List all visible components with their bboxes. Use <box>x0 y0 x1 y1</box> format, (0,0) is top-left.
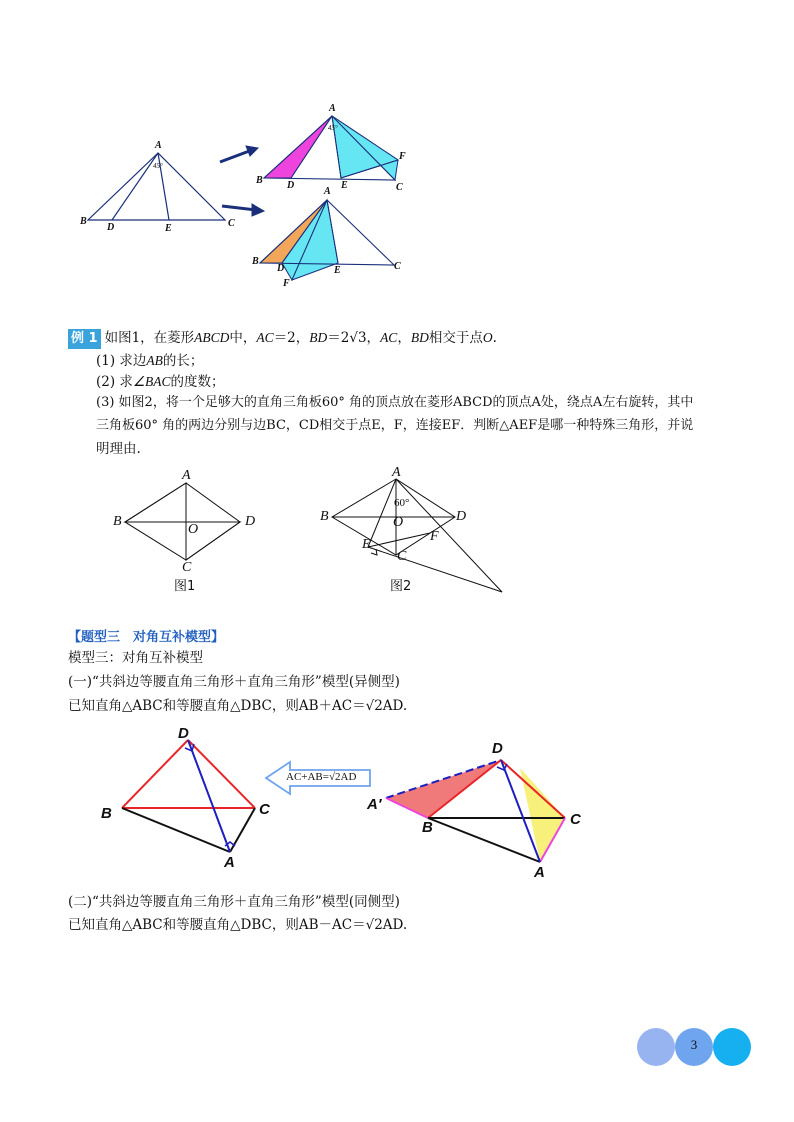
top-figure <box>70 100 430 300</box>
right-angle-mark <box>371 549 377 555</box>
arrow-up-head <box>246 146 258 156</box>
upper-label-B: B <box>256 175 263 186</box>
fig1-label-A: A <box>182 468 191 483</box>
intro-var-BD2: BD <box>410 330 429 345</box>
upper-AD <box>291 116 332 178</box>
upper-label-A: A <box>329 103 336 114</box>
part2-text: 已知直角△ABC和等腰直角△DBC，则AB－AC＝√2AD. <box>68 917 408 933</box>
intro-text-7: . <box>492 330 497 346</box>
lower-label-E: E <box>334 265 341 276</box>
page-number: 3 <box>690 1037 698 1052</box>
segment-AE <box>368 479 396 547</box>
right-label-A-prime: A′ <box>367 796 382 813</box>
right-label-C: C <box>570 811 581 828</box>
model-svg <box>90 722 600 892</box>
lower-label-B: B <box>252 256 259 267</box>
caption-fig1: 图1 <box>174 579 196 594</box>
arrow-down-head <box>252 204 264 216</box>
upper-label-angle: 45° <box>328 124 338 132</box>
intro-text-1: 如图1，在菱形 <box>104 330 195 346</box>
fig2-label-D: D <box>456 509 467 524</box>
left-model-figure <box>122 740 255 852</box>
fig2-angle-label: 60° <box>394 497 410 509</box>
question-3-line2: 三角板60° 角的两边分别与边BC，CD相交于点E，F，连接EF．判断△AEF是哪一种特殊三角形，并说 <box>96 418 694 433</box>
fig2-label-F: F <box>430 529 439 544</box>
top-figure-svg <box>70 100 430 300</box>
upper-label-C: C <box>396 182 403 193</box>
question-3-line3: 明理由. <box>96 441 141 457</box>
left-BD <box>122 740 188 808</box>
question-3-line1: (3) 如图2，将一个足够大的直角三角板60° 角的顶点放在菱形ABCD的顶点A处，绕点A左右旋转，其中 <box>96 395 694 410</box>
left-DA <box>188 740 230 852</box>
right-label-D: D <box>492 740 503 757</box>
fig1-label-O: O <box>188 522 199 537</box>
intro-text-4: ＝2√3， <box>327 330 381 346</box>
part1-title: (一)“共斜边等腰直角三角形＋直角三角形”模型(异侧型) <box>68 674 400 690</box>
fig2-label-E: E <box>362 537 371 552</box>
triangle-plate-base <box>368 547 502 592</box>
section-heading: 【题型三 对角互补模型】 <box>68 630 225 645</box>
question-2: (2) 求∠BAC的度数； <box>96 374 225 390</box>
model-title: 模型三：对角互补模型 <box>68 650 203 666</box>
lower-label-D: D <box>277 263 285 274</box>
fig2-label-B: B <box>320 509 329 524</box>
fig1-label-B: B <box>113 514 122 529</box>
upper-label-D: D <box>287 180 295 191</box>
page-circle-left <box>637 1028 675 1066</box>
left-label-A: A <box>224 854 235 871</box>
intro-text-3: ＝2， <box>273 330 310 346</box>
rhombus-figures <box>100 465 520 600</box>
intro-text-2: 中， <box>229 330 257 346</box>
intro-var-BD: BD <box>309 330 328 345</box>
arrow-up-shaft <box>220 150 252 162</box>
label-A: A <box>155 140 162 151</box>
lower-label-C: C <box>394 261 401 272</box>
fig1-label-C: C <box>182 560 192 575</box>
fig2-label-O: O <box>393 515 404 530</box>
caption-fig2: 图2 <box>390 579 412 594</box>
arrow-down-shaft <box>222 206 256 210</box>
triangle-plate-side <box>396 479 502 592</box>
fig1-label-D: D <box>245 514 256 529</box>
intro-var-O: O <box>482 330 493 345</box>
lower-label-F: F <box>283 278 290 289</box>
rhombus-fig2 <box>332 479 502 592</box>
intro-text-5: ， <box>397 330 411 346</box>
right-BA <box>428 818 540 862</box>
left-DC <box>188 740 255 808</box>
left-BA <box>122 808 230 852</box>
left-label-B: B <box>101 805 112 822</box>
intro-var-AC: AC <box>256 330 274 345</box>
example-intro <box>68 328 497 349</box>
right-label-A: A <box>534 864 545 881</box>
label-E: E <box>165 223 172 234</box>
question-1: (1) 求边AB的长； <box>96 353 204 369</box>
page-circle-right <box>713 1028 751 1066</box>
upper-label-F: F <box>399 151 406 162</box>
arrow-label: AC+AB=√2AD <box>286 771 357 783</box>
model-figures <box>90 722 600 892</box>
segment-AD <box>112 153 158 220</box>
left-label-D: D <box>178 725 189 742</box>
example-badge: 例 1 <box>68 329 101 349</box>
part1-text: 已知直角△ABC和等腰直角△DBC，则AB＋AC＝√2AD. <box>68 698 408 714</box>
label-B: B <box>80 216 87 227</box>
pink-triangle <box>386 760 501 818</box>
fig2-label-C: C <box>397 549 407 564</box>
right-label-B: B <box>422 819 433 836</box>
label-angle: 45° <box>153 162 163 170</box>
right-model-figure <box>386 760 565 862</box>
left-label-C: C <box>259 801 270 818</box>
part2-title: (二)“共斜边等腰直角三角形＋直角三角形”模型(同侧型) <box>68 894 400 910</box>
label-D: D <box>107 222 115 233</box>
fig2-label-A: A <box>392 465 401 480</box>
label-C: C <box>228 218 235 229</box>
lower-label-A: A <box>324 186 331 197</box>
segment-EF <box>368 533 430 547</box>
intro-var-AC2: AC <box>380 330 398 345</box>
intro-var-ABCD: ABCD <box>194 330 230 345</box>
rhombus-fig1 <box>125 483 240 560</box>
intro-text-6: 相交于点 <box>428 330 483 346</box>
rhombus-svg <box>100 465 520 600</box>
upper-label-E: E <box>341 180 348 191</box>
